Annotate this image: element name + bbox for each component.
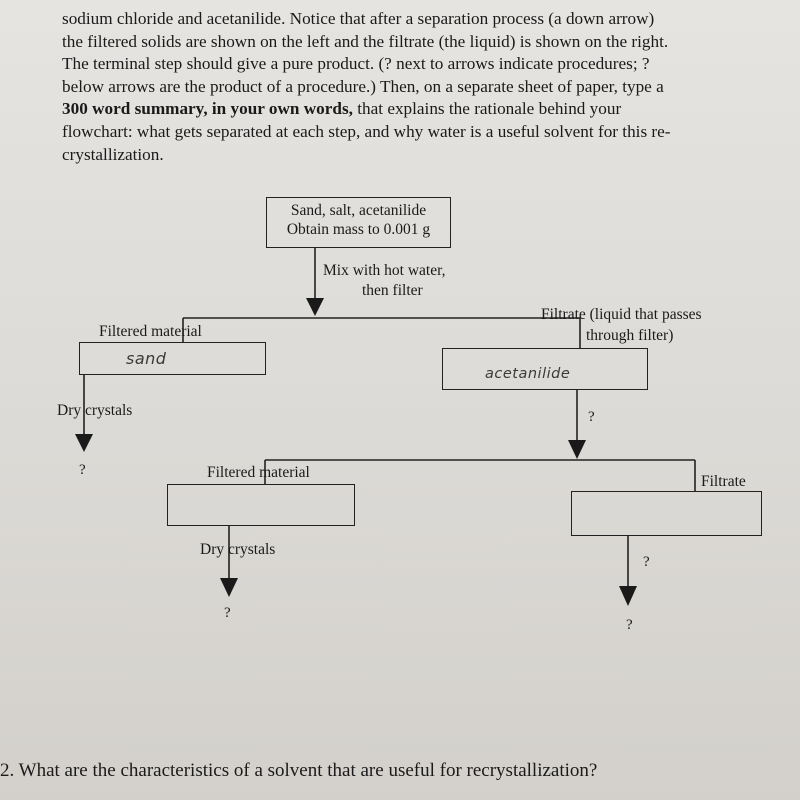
filtrate-box[interactable] (442, 348, 648, 390)
procedure-label: Mix with hot water, (323, 262, 446, 279)
filtered-material-label: Filtered material (99, 323, 202, 340)
question-2: 2. What are the characteristics of a solvent that are useful for recrystallization? (0, 760, 598, 781)
dry-crystals-label: Dry crystals (200, 541, 276, 558)
product-question-mark: ? (626, 617, 633, 633)
instructions-line: flowchart: what gets separated at each step, and why water is a useful solvent for this re- (62, 121, 671, 141)
procedure-label: then filter (362, 282, 423, 299)
instructions-line: sodium chloride and acetanilide. Notice that after a separation process (a down arrow) (62, 9, 655, 28)
filtrate-label: through filter) (586, 327, 674, 344)
procedure-question-mark: ? (588, 409, 595, 425)
start-box (266, 197, 451, 248)
filtered-material-box-2[interactable] (167, 484, 355, 526)
handwritten-answer: acetanilide (485, 366, 571, 382)
product-question-mark: ? (79, 462, 86, 478)
instructions-line: the filtered solids are shown on the left and the filtrate (the liquid) is shown on the right. (62, 31, 669, 51)
filtered-material-label: Filtered material (207, 464, 310, 481)
instructions-line: crystallization. (62, 144, 164, 164)
summary-requirement: 300 word summary, in your own words, (62, 99, 353, 119)
instructions-text: that explains the rationale behind your (352, 99, 622, 119)
filtrate-label: Filtrate (701, 473, 746, 490)
dry-crystals-label: Dry crystals (57, 402, 133, 419)
filtrate-label: Filtrate (liquid that passes (541, 306, 702, 323)
product-question-mark: ? (224, 605, 231, 621)
instructions-line: below arrows are the product of a procedure.) Then, on a separate sheet of paper, type a (62, 76, 664, 96)
handwritten-answer: sand (126, 349, 167, 368)
filtrate-box-2[interactable] (571, 491, 762, 536)
filtered-material-box[interactable] (79, 342, 266, 375)
instructions-line: The terminal step should give a pure product. (? next to arrows indicate procedures; ? (62, 54, 650, 74)
start-box-line: Sand, salt, acetanilide (290, 202, 427, 219)
start-box-line: Obtain mass to 0.001 g (286, 221, 431, 238)
procedure-question-mark: ? (643, 554, 650, 570)
